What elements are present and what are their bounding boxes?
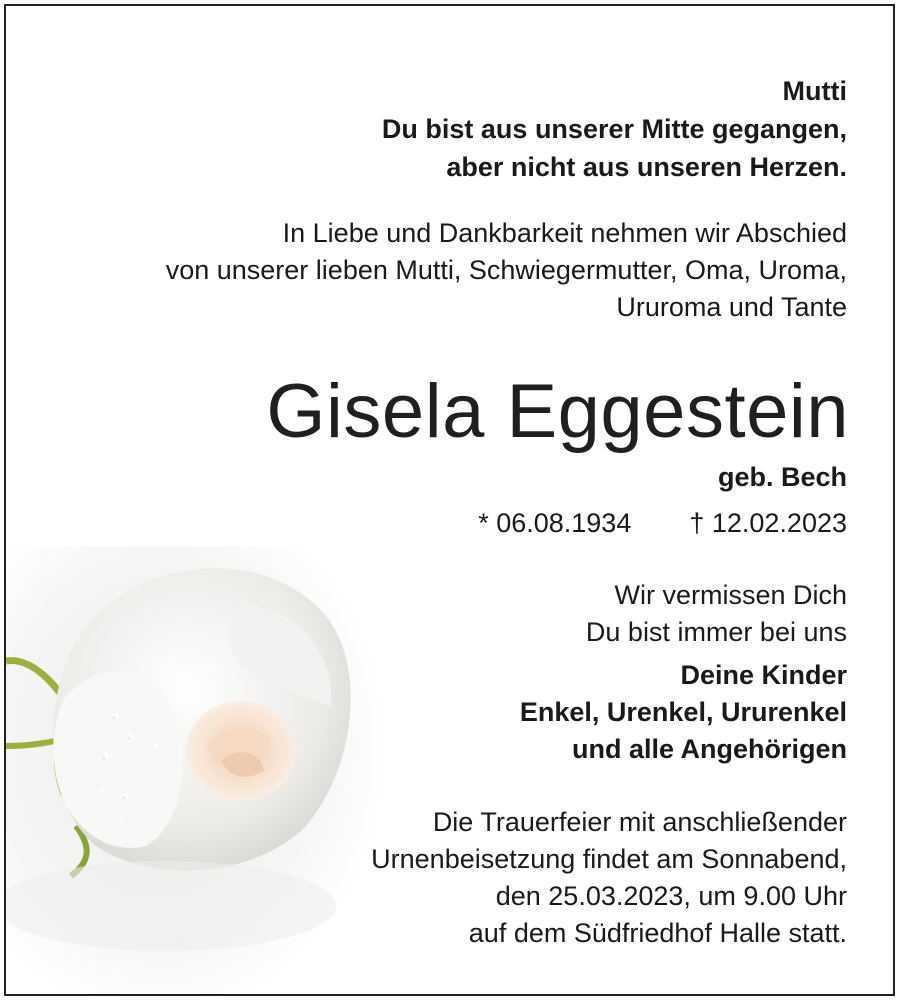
- service-line: Die Trauerfeier mit anschließender: [432, 807, 847, 837]
- death-date: † 12.02.2023: [689, 508, 847, 538]
- intro-line: von unserer lieben Mutti, Schwiegermutter, Oma, Uroma,: [165, 255, 847, 285]
- motto: [382, 72, 847, 186]
- life-dates: [478, 505, 847, 541]
- birth-date: * 06.08.1934: [478, 508, 632, 538]
- signatories: [520, 657, 847, 768]
- motto-line: Mutti: [782, 76, 847, 106]
- message-line: Wir vermissen Dich: [614, 580, 847, 610]
- message-line: Du bist immer bei uns: [585, 617, 847, 647]
- signatory-line: Enkel, Urenkel, Ururenkel: [519, 697, 847, 727]
- funeral-service-info: [371, 804, 847, 952]
- service-line: auf dem Südfriedhof Halle statt.: [468, 918, 847, 948]
- intro-text: [166, 215, 847, 326]
- motto-line: aber nicht aus unseren Herzen.: [446, 152, 847, 182]
- signatory-line: und alle Angehörigen: [571, 734, 847, 764]
- memorial-message: [586, 577, 847, 651]
- service-line: Urnenbeisetzung findet am Sonnabend,: [371, 844, 847, 874]
- white-rose-image: [6, 546, 386, 996]
- birth-name: geb. Bech: [717, 462, 847, 492]
- deceased-name: Gisela Eggestein: [266, 369, 849, 454]
- intro-line: In Liebe und Dankbarkeit nehmen wir Abschied: [282, 218, 847, 248]
- signatory-line: Deine Kinder: [680, 660, 847, 690]
- intro-line: Ururoma und Tante: [616, 292, 847, 322]
- obituary-card: [4, 4, 895, 996]
- motto-line: Du bist aus unserer Mitte gegangen,: [381, 114, 847, 144]
- service-line: den 25.03.2023, um 9.00 Uhr: [495, 881, 847, 911]
